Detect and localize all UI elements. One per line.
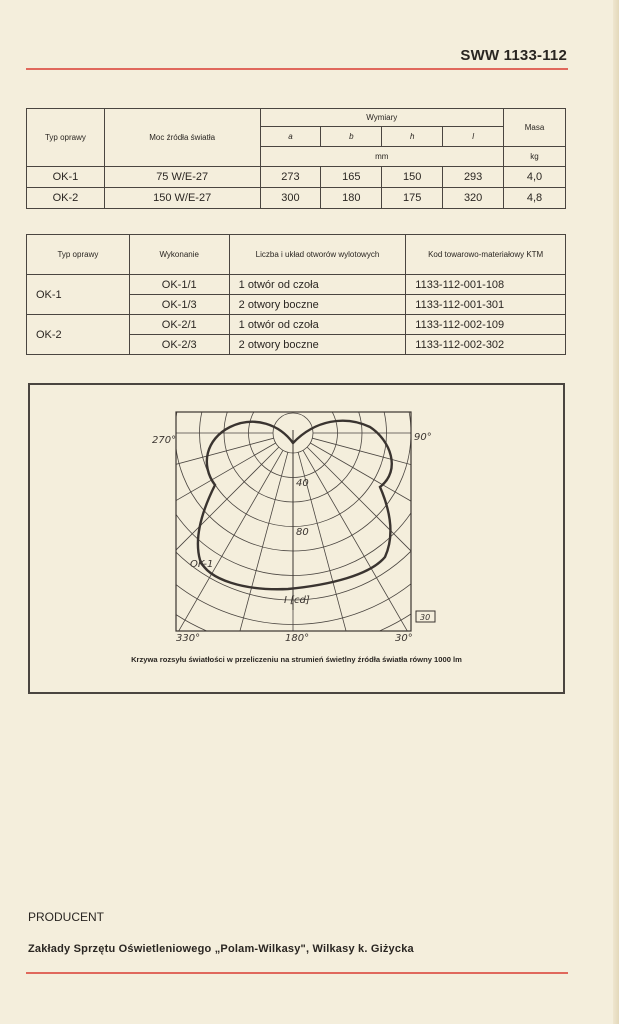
scale-box-label: 30 xyxy=(420,613,431,622)
angle-30-label: 30° xyxy=(395,633,413,644)
cell-kod: 1133-112-001-108 xyxy=(406,275,566,295)
cell-b: 165 xyxy=(321,167,382,188)
top-rule xyxy=(26,68,568,70)
cell-liczba: 1 otwór od czoła xyxy=(229,315,406,335)
curve-label: OK-1 xyxy=(190,559,214,570)
unit-kg: kg xyxy=(504,147,566,167)
cell-kod: 1133-112-002-109 xyxy=(406,315,566,335)
document-code: SWW 1133-112 xyxy=(460,47,567,64)
cell-h: 175 xyxy=(382,188,443,209)
header-b: b xyxy=(321,127,382,147)
grid-ray xyxy=(312,438,563,536)
cell-wykonanie: OK-1/3 xyxy=(129,295,229,315)
cell-liczba: 2 otwory boczne xyxy=(229,295,406,315)
cell-moc: 150 W/E-27 xyxy=(104,188,260,209)
polar-grid xyxy=(30,385,563,692)
cell-masa: 4,8 xyxy=(504,188,566,209)
radius-80-label: 80 xyxy=(296,527,309,538)
cell-typ: OK-2 xyxy=(27,315,130,355)
header-h: h xyxy=(382,127,443,147)
cell-l: 293 xyxy=(443,167,504,188)
angle-330-label: 330° xyxy=(176,633,201,644)
producent-label: PRODUCENT xyxy=(28,910,105,924)
bottom-rule xyxy=(26,972,568,974)
polar-chart xyxy=(30,385,563,692)
cell-wykonanie: OK-2/1 xyxy=(129,315,229,335)
header-l: l xyxy=(443,127,504,147)
dimensions-table xyxy=(26,108,566,209)
cell-a: 273 xyxy=(260,167,321,188)
cell-liczba: 2 otwory boczne xyxy=(229,335,406,355)
header-typ: Typ oprawy xyxy=(27,109,105,167)
producer-name: Zakłady Sprzętu Oświetleniowego „Polam-Wilkasy", Wilkasy k. Giżycka xyxy=(28,943,414,955)
table-row xyxy=(27,275,566,295)
header-masa: Masa xyxy=(504,109,566,147)
diagram-caption: Krzywa rozsyłu światłości w przeliczeniu na strumień świetlny źródła światła równy 1000 lm xyxy=(131,655,462,664)
cell-moc: 75 W/E-27 xyxy=(104,167,260,188)
cell-masa: 4,0 xyxy=(504,167,566,188)
cell-liczba: 1 otwór od czoła xyxy=(229,275,406,295)
cell-typ: OK-1 xyxy=(27,275,130,315)
table-row xyxy=(27,167,566,188)
grid-ray xyxy=(310,443,563,633)
grid-ray xyxy=(30,438,274,536)
cell-kod: 1133-112-002-302 xyxy=(406,335,566,355)
angle-180-label: 180° xyxy=(285,633,310,644)
cell-kod: 1133-112-001-301 xyxy=(406,295,566,315)
radius-40-label: 40 xyxy=(296,478,309,489)
table-row xyxy=(27,315,566,335)
header-wymiary: Wymiary xyxy=(260,109,504,127)
table-row xyxy=(27,188,566,209)
intensity-curve xyxy=(198,421,392,590)
angle-90-label: 90° xyxy=(414,432,432,443)
cell-l: 320 xyxy=(443,188,504,209)
cell-typ: OK-2 xyxy=(27,188,105,209)
cell-h: 150 xyxy=(382,167,443,188)
cell-typ: OK-1 xyxy=(27,167,105,188)
page-edge xyxy=(613,0,619,1024)
cell-b: 180 xyxy=(321,188,382,209)
light-distribution-diagram xyxy=(28,383,565,694)
cell-wykonanie: OK-2/3 xyxy=(129,335,229,355)
variants-table xyxy=(26,234,566,355)
header-kod: Kod towarowo-materiałowy KTM xyxy=(406,235,566,275)
header-wykonanie: Wykonanie xyxy=(129,235,229,275)
header-moc: Moc źródła światła xyxy=(104,109,260,167)
header-typ: Typ oprawy xyxy=(27,235,130,275)
cell-a: 300 xyxy=(260,188,321,209)
angle-270-label: 270° xyxy=(152,435,177,446)
unit-label: I [cd] xyxy=(284,595,310,606)
header-liczba: Liczba i układ otworów wylotowych xyxy=(229,235,406,275)
unit-mm: mm xyxy=(260,147,504,167)
header-a: a xyxy=(260,127,321,147)
cell-wykonanie: OK-1/1 xyxy=(129,275,229,295)
